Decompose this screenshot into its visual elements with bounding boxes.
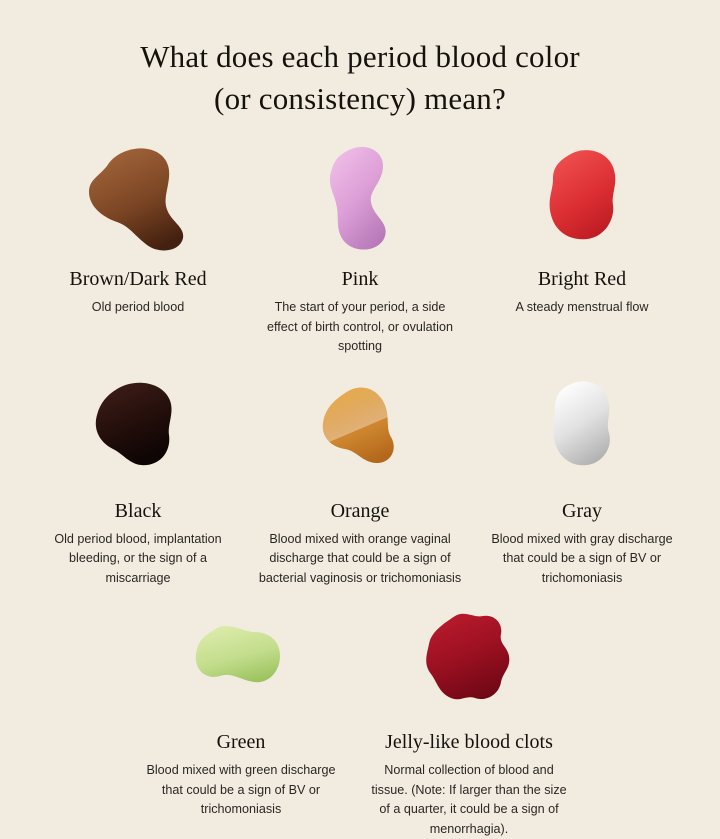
blood-color-grid: [24, 133, 696, 839]
orange-blood-blob: [301, 371, 419, 495]
card-description: Old period blood: [91, 300, 185, 315]
card-label: Pink: [341, 268, 379, 291]
bright-red-blood-blob: [527, 139, 637, 263]
card-bright-red: [471, 139, 693, 318]
card-gray: [471, 371, 693, 589]
card-orange: [249, 371, 471, 589]
clot-blood-blob: [409, 602, 529, 726]
brown-blood-blob: [73, 139, 203, 263]
card-description: Old period blood, implantation bleeding, or the sign of a miscarriage: [54, 531, 222, 585]
card-green: [130, 602, 352, 820]
card-label: Orange: [330, 499, 390, 522]
card-jelly-like-blood-clots: [358, 602, 580, 839]
card-label: Black: [114, 499, 162, 522]
gray-blood-blob: [527, 371, 637, 495]
grid-row-2: [24, 371, 696, 589]
card-description: Blood mixed with green discharge that could be a sign of BV or trichomoniasis: [146, 763, 336, 817]
black-blood-blob: [79, 371, 197, 495]
page-title-line-2: (or consistency) mean?: [214, 80, 506, 116]
pink-blood-blob: [305, 139, 415, 263]
card-description: A steady menstrual flow: [515, 300, 649, 315]
card-brown-dark-red: [27, 139, 249, 318]
card-label: Gray: [562, 499, 602, 522]
grid-row-1: [24, 139, 696, 357]
card-description: Blood mixed with gray discharge that could be a sign of BV or trichomoniasis: [491, 531, 673, 585]
card-label: Bright Red: [537, 268, 627, 291]
card-label: Green: [216, 731, 266, 754]
card-description: Normal collection of blood and tissue. (Note: If larger than the size of a quarter, it could be a sign of menorrhagia).: [371, 763, 567, 836]
card-black: [27, 371, 249, 589]
green-blood-blob: [180, 602, 302, 726]
card-description: Blood mixed with orange vaginal discharge that could be a sign of bacterial vaginosis or trichomoniasis: [258, 531, 462, 585]
card-description: The start of your period, a side effect of birth control, or ovulation spotting: [267, 300, 453, 354]
card-pink: [249, 139, 471, 357]
card-label: Brown/Dark Red: [69, 268, 207, 291]
grid-row-3: [24, 602, 696, 839]
page-title-line-1: What does each period blood color: [140, 39, 580, 74]
page-title: [60, 36, 660, 119]
card-label: Jelly-like blood clots: [385, 731, 553, 754]
